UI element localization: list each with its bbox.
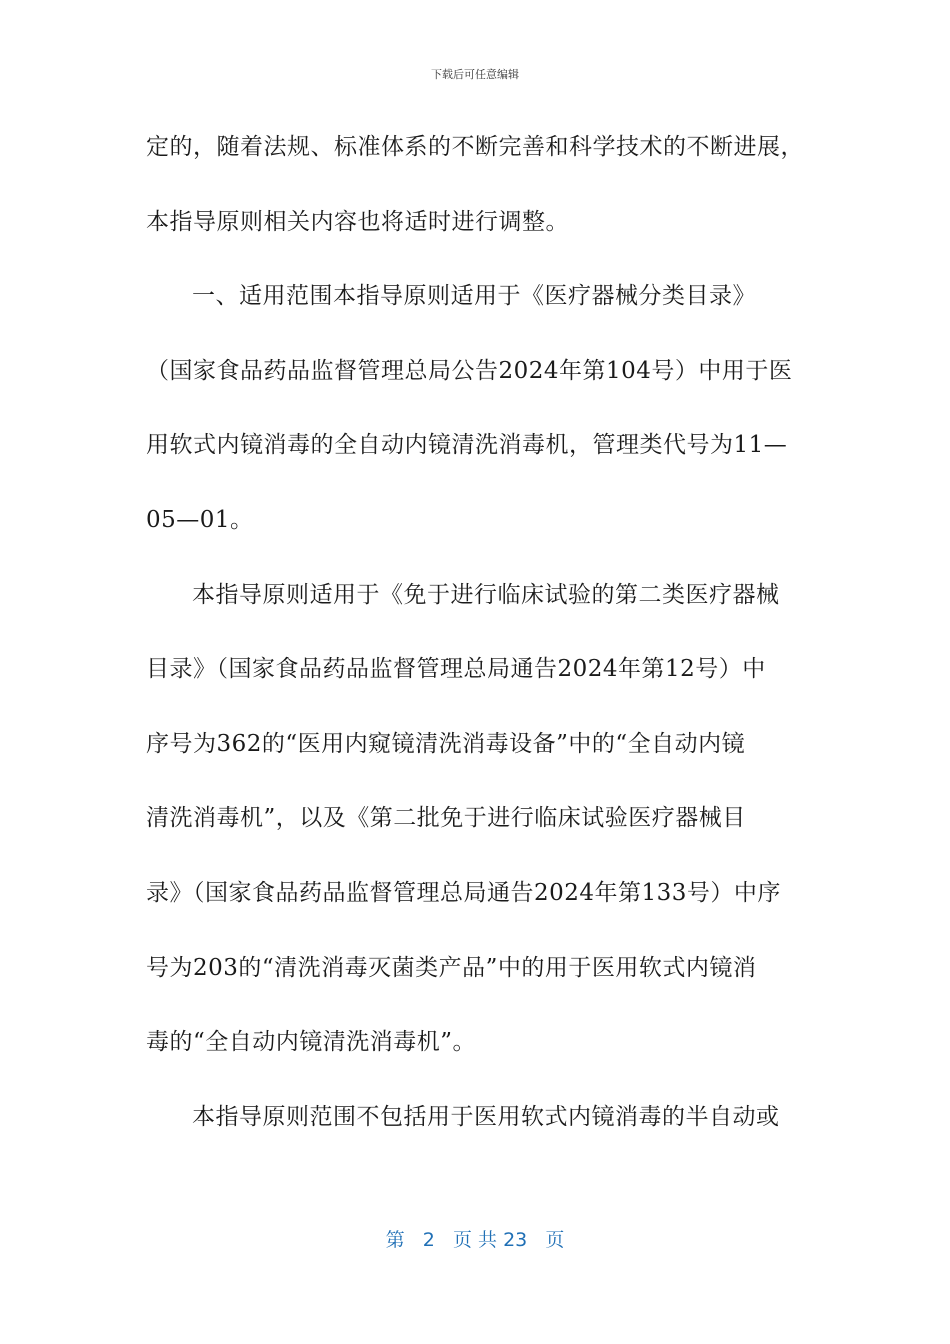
body-line: 清洗消毒机”，以及《第二批免于进行临床试验医疗器械目 [146, 805, 746, 832]
page-footer [0, 1225, 950, 1252]
footer-middle: 页 共 [452, 1229, 498, 1251]
footer-suffix: 页 [545, 1229, 565, 1251]
total-pages-number: 23 [503, 1229, 528, 1251]
current-page-number: 2 [422, 1229, 435, 1251]
body-line: 目录》（国家食品药品监督管理总局通告2024年第12号）中 [146, 656, 766, 683]
body-line: 用软式内镜消毒的全自动内镜清洗消毒机，管理类代号为11— [146, 432, 788, 459]
body-line: 号为203的“清洗消毒灭菌类产品”中的用于医用软式内镜消 [146, 954, 757, 981]
body-line: 录》（国家食品药品监督管理总局通告2024年第133号）中序 [146, 879, 781, 906]
body-line: 定的，随着法规、标准体系的不断完善和科学技术的不断进展， [146, 134, 804, 160]
body-line: 一、适用范围本指导原则适用于《医疗器械分类目录》 [192, 283, 756, 310]
document-body [146, 123, 806, 1167]
body-line: 本指导原则相关内容也将适时进行调整。 [146, 208, 569, 235]
footer-prefix: 第 [385, 1229, 405, 1251]
body-line: 05—01。 [146, 506, 254, 533]
body-line: 本指导原则范围不包括用于医用软式内镜消毒的半自动或 [192, 1103, 780, 1130]
page-header: 下载后可任意编辑 [431, 68, 519, 81]
body-line: 毒的“全自动内镜清洗消毒机”。 [146, 1029, 477, 1056]
body-line: 序号为362的“医用内窥镜清洗消毒设备”中的“全自动内镜 [146, 730, 746, 757]
body-line: （国家食品药品监督管理总局公告2024年第104号）中用于医 [146, 357, 793, 384]
body-line: 本指导原则适用于《免于进行临床试验的第二类医疗器械 [192, 581, 780, 608]
